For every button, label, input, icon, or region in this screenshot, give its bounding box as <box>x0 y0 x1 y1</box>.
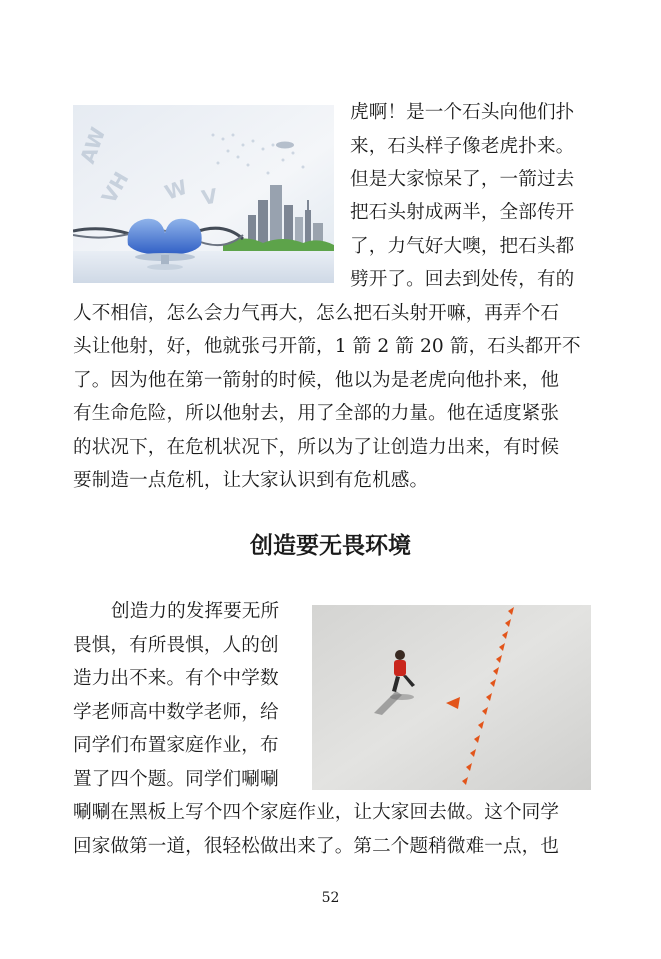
text-line: 畏惧，有所畏惧，人的创 <box>73 635 279 656</box>
text-line: 人不相信，怎么会力气再大，怎么把石头射开嘛，再弄个石 <box>73 303 560 324</box>
text-line: 学老师高中数学老师，给 <box>73 702 279 723</box>
text-line: 的状况下，在危机状况下，所以为了让创造力出来，有时候 <box>73 437 560 458</box>
text-line: 头让他射，好，他就张弓开箭，1 箭 2 箭 20 箭，石头都开不 <box>73 336 581 357</box>
text-line: 来，石头样子像老虎扑来。 <box>350 136 575 157</box>
text-line: 回家做第一道，很轻松做出来了。第二个题稍微难一点，也 <box>73 836 560 857</box>
page-number: 52 <box>321 890 340 906</box>
svg-text:VH: VH <box>96 167 134 208</box>
text-line: 置了四个题。同学们唰唰 <box>73 769 279 790</box>
text-line: 唰唰在黑板上写个四个家庭作业，让大家回去做。这个同学 <box>73 802 560 823</box>
person-cones-image <box>312 605 591 790</box>
city-illustration-image <box>73 105 334 283</box>
text-line: 同学们布置家庭作业，布 <box>73 735 279 756</box>
text-line: 创造力的发挥要无所 <box>111 601 280 622</box>
text-line: 了，力气好大噢，把石头都 <box>350 236 575 257</box>
svg-text:AW: AW <box>75 124 111 167</box>
text-line: 把石头射成两半，全部传开 <box>350 202 575 223</box>
svg-text:V: V <box>199 183 220 210</box>
text-line: 有生命危险，所以他射去，用了全部的力量。他在适度紧张 <box>73 403 560 424</box>
text-line: 造力出不来。有个中学数 <box>73 668 279 689</box>
svg-text:W: W <box>161 174 191 205</box>
text-line: 劈开了。回去到处传，有的 <box>350 269 575 290</box>
text-line: 要制造一点危机，让大家认识到有危机感。 <box>73 470 429 491</box>
text-line: 虎啊！是一个石头向他们扑 <box>350 102 575 123</box>
text-line: 但是大家惊呆了，一箭过去 <box>350 169 575 190</box>
section-heading: 创造要无畏环境 <box>250 533 411 559</box>
text-line: 了。因为他在第一箭射的时候，他以为是老虎向他扑来，他 <box>73 370 560 391</box>
